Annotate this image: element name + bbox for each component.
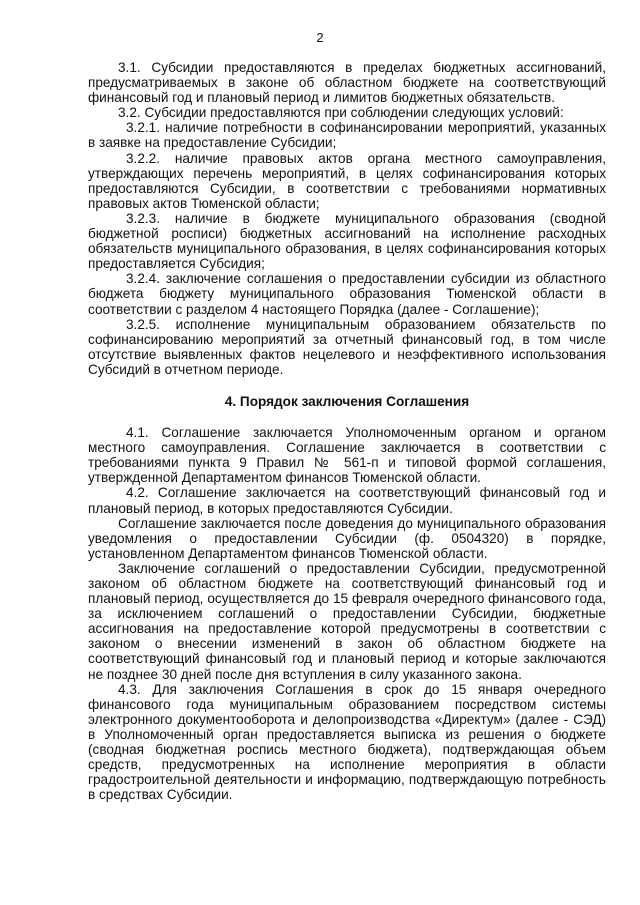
paragraph-3-2-3: 3.2.3. наличие в бюджете муниципального образования (сводной бюджетной росписи) бюджетных ассигнований на исполнение расходных обязательств муниципального образования, в целях софинансирования которых предоставляется Субсидия; bbox=[88, 210, 606, 272]
paragraph-4-1: 4.1. Соглашение заключается Уполномоченным органом и органом местного самоуправления. Соглашение заключается в соответствии с требованиями пункта 9 Правил № 561-п и типовой формой соглашения, утвержденной Департаментом финансов Тюменской области. bbox=[88, 425, 606, 486]
paragraph-4-2-signing-deadline: Заключение соглашений о предоставлении Субсидии, предусмотренной законом об областном бюджете на соответствующий финансовый год и плановый период, осуществляется до 15 февраля очередного финансового года, за исключением соглашений о предоставлении Субсидии, бюджетные ассигнования на предоставление которой предусмотрены в соответствии с законом о внесении изменений в закон об областном бюджете на соответствующий финансовый год и плановый период и которые заключаются не позднее 30 дней после дня вступления в силу указанного закона. bbox=[88, 560, 606, 682]
paragraph-3-2-5: 3.2.5. исполнение муниципальным образованием обязательств по софинансированию мероприятий за отчетный финансовый год, в том числе отсутствие выявленных фактов нецелевого и неэффективного использования Субсидий в отчетном периоде. bbox=[88, 316, 606, 377]
paragraph-3-2-1: 3.2.1. наличие потребности в софинансировании мероприятий, указанных в заявке на предоставление Субсидии; bbox=[88, 120, 606, 151]
paragraph-3-2-4: 3.2.4. заключение соглашения о предоставлении субсидии из областного бюджета бюджету муниципального образования Тюменской области в соответствии с разделом 4 настоящего Порядка (далее - Соглашение); bbox=[88, 271, 606, 317]
paragraph-4-2-continuation: Соглашение заключается после доведения до муниципального образования уведомления о предоставлении Субсидии (ф. 0504320) в порядке, установленном Департаментом финансов Тюменской области. bbox=[88, 515, 606, 561]
paragraph-3-1: 3.1. Субсидии предоставляются в пределах бюджетных ассигнований, предусматриваемых в законе об областном бюджете на соответствующий финансовый год и плановый период и лимитов бюджетных обязательств. bbox=[88, 60, 606, 106]
paragraph-3-2-2: 3.2.2. наличие правовых актов органа местного самоуправления, утверждающих перечень мероприятий, в целях софинансирования которых предоставляются Субсидии, в соответствии с требованиями нормативных правовых актов Тюменской области; bbox=[88, 150, 606, 211]
page-number: 2 bbox=[316, 30, 324, 45]
section-heading: 4. Порядок заключения Соглашения bbox=[224, 393, 470, 409]
paragraph-3-2: 3.2. Субсидии предоставляются при соблюдении следующих условий: bbox=[118, 105, 564, 121]
paragraph-4-3: 4.3. Для заключения Соглашения в срок до 15 января очередного финансового года муниципальным образованием посредством системы электронного документооборота и делопроизводства «Директум» (далее - СЭД) в Уполномоченный орган предоставляется выписка из решения о бюджете (сводная бюджетная роспись местного бюджета), подтверждающая объем средств, предусмотренных на исполнение мероприятия в области градостроительной деятельности и информацию, подтверждающую потребность в средствах Субсидии. bbox=[88, 681, 606, 803]
document-body bbox=[88, 60, 606, 802]
paragraph-4-2: 4.2. Соглашение заключается на соответствующий финансовый год и плановый период, в которых предоставляются Субсидии. bbox=[88, 485, 606, 516]
